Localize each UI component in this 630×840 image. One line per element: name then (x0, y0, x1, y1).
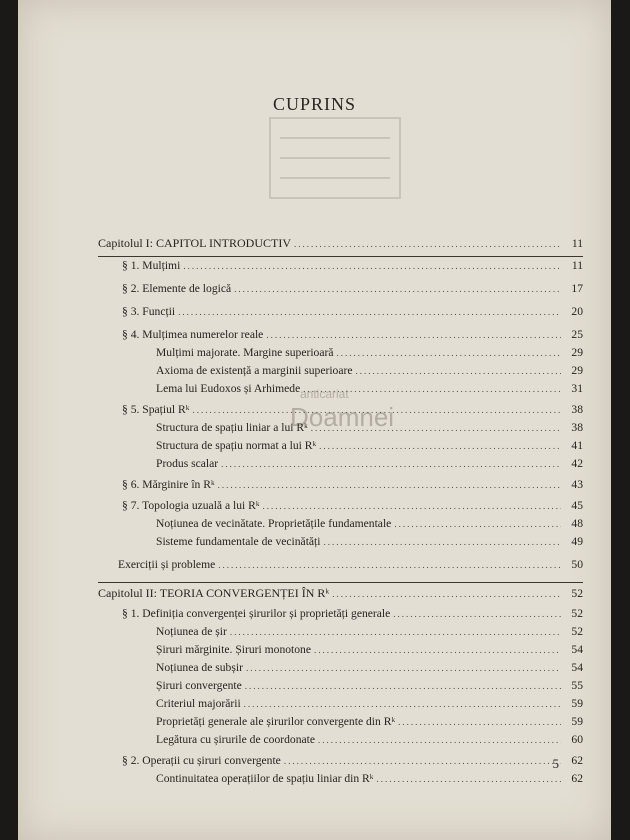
toc-entry-page: 43 (571, 478, 583, 491)
toc-entry-label: § 7. Topologia uzuală a lui Rᵏ (122, 499, 260, 512)
toc-entry-label: Sisteme fundamentale de vecinătăți (156, 535, 321, 548)
toc-entry-label: Structura de spațiu normat a lui Rᵏ (156, 439, 317, 452)
toc-entry-page: 29 (571, 346, 583, 359)
toc-entry-page: 54 (571, 661, 583, 674)
toc-entry-c1s1 (122, 258, 583, 274)
toc-leader-dots (319, 438, 561, 454)
toc-entry-c2s1c (156, 660, 583, 676)
toc-entry-label: Structura de spațiu liniar a lui Rᵏ (156, 421, 308, 434)
toc-leader-dots (311, 420, 561, 436)
toc-entry-label: Mulțimi majorate. Margine superioară (156, 346, 334, 359)
toc-entry-page: 45 (571, 499, 583, 512)
toc-leader-dots (234, 281, 561, 297)
toc-entry-label: Exerciții și probleme (118, 558, 216, 571)
toc-leader-dots (263, 498, 561, 514)
toc-entry-c1s4 (122, 327, 583, 343)
toc-entry-c1s3 (122, 304, 583, 320)
toc-entry-c2s2 (122, 753, 583, 769)
toc-entry-page: 55 (571, 679, 583, 692)
toc-entry-page: 54 (571, 643, 583, 656)
toc-entry-label: Noțiunea de șir (156, 625, 227, 638)
toc-entry-page: 29 (571, 364, 583, 377)
toc-entry-page: 59 (571, 715, 583, 728)
toc-entry-label: § 3. Funcții (122, 305, 176, 318)
toc-entry-label: Noțiunea de vecinătate. Proprietățile fundamentale (156, 517, 392, 530)
toc-leader-dots (398, 714, 561, 730)
toc-entry-page: 20 (571, 305, 583, 318)
toc-leader-dots (393, 606, 561, 622)
watermark-line-1: anticariat (300, 387, 349, 401)
toc-entry-c1s7a (156, 516, 583, 532)
toc-entry-label: Lema lui Eudoxos și Arhimede (156, 382, 301, 395)
toc-entry-c1s4a (156, 345, 583, 361)
toc-entry-c1s4c (156, 381, 583, 397)
toc-entry-label: Șiruri convergente (156, 679, 242, 692)
toc-entry-page: 17 (571, 282, 583, 295)
toc-entry-page: 62 (571, 754, 583, 767)
toc-entry-c1s5b (156, 438, 583, 454)
toc-entry-label: § 4. Mulțimea numerelor reale (122, 328, 264, 341)
toc-entry-label: § 2. Operații cu șiruri convergente (122, 754, 281, 767)
toc-entry-page: 31 (571, 382, 583, 395)
page-number: 5 (552, 756, 559, 771)
toc-entry-page: 60 (571, 733, 583, 746)
toc-entry-c2s1a (156, 624, 583, 640)
toc-leader-dots (337, 345, 561, 361)
toc-leader-dots (376, 771, 561, 787)
toc-leader-dots (284, 753, 561, 769)
table-of-contents (18, 0, 611, 840)
toc-entry-c2s1e (156, 696, 583, 712)
book-page (18, 0, 611, 840)
toc-leader-dots (356, 363, 562, 379)
toc-entry-cap1 (98, 235, 583, 251)
toc-entry-label: Proprietăți generale ale șirurilor convergente din Rᵏ (156, 715, 396, 728)
toc-entry-c1ex (118, 557, 583, 573)
toc-leader-dots (183, 258, 561, 274)
toc-leader-dots (394, 516, 561, 532)
toc-entry-label: § 2. Elemente de logică (122, 282, 232, 295)
toc-entry-page: 48 (571, 517, 583, 530)
toc-entry-c2s2a (156, 771, 583, 787)
watermark-line-2: Doamnei (290, 402, 395, 432)
toc-entry-label: § 6. Mărginire în Rᵏ (122, 478, 215, 491)
toc-entry-label: Capitolul II: TEORIA CONVERGENȚEI ÎN Rᵏ (98, 586, 330, 600)
toc-leader-dots (192, 402, 561, 418)
toc-leader-dots (246, 660, 561, 676)
toc-leader-dots (324, 534, 561, 550)
toc-entry-c2s1 (122, 606, 583, 622)
chapter-divider (98, 582, 583, 583)
toc-leader-dots (266, 327, 561, 343)
toc-entry-page: 11 (571, 237, 583, 250)
toc-entry-label: § 1. Mulțimi (122, 259, 181, 272)
toc-entry-c1s6 (122, 477, 583, 493)
toc-entry-c2s1f (156, 714, 583, 730)
toc-entry-c1s5a (156, 420, 583, 436)
chapter-divider (98, 256, 583, 257)
toc-entry-page: 41 (571, 439, 583, 452)
toc-entry-c1s5c (156, 456, 583, 472)
toc-entry-label: Produs scalar (156, 457, 219, 470)
toc-leader-dots (318, 732, 561, 748)
toc-leader-dots (218, 477, 561, 493)
page-title: CUPRINS (272, 94, 357, 114)
toc-leader-dots (221, 456, 561, 472)
toc-leader-dots (332, 586, 561, 602)
toc-entry-c2s1d (156, 678, 583, 694)
toc-entry-c1s7 (122, 498, 583, 514)
toc-entry-cap2 (98, 585, 583, 601)
toc-entry-page: 62 (571, 772, 583, 785)
toc-entry-page: 52 (571, 607, 583, 620)
toc-entry-c2s1g (156, 732, 583, 748)
toc-entry-label: Șiruri mărginite. Șiruri monotone (156, 643, 311, 656)
toc-entry-label: § 1. Definiția convergenței șirurilor și proprietăți generale (122, 607, 391, 620)
toc-entry-c1s7b (156, 534, 583, 550)
toc-leader-dots (245, 678, 561, 694)
toc-entry-c1s4b (156, 363, 583, 379)
toc-leader-dots (314, 642, 561, 658)
toc-entry-label: § 5. Spațiul Rᵏ (122, 403, 190, 416)
toc-entry-label: Continuitatea operațiilor de spațiu liniar din Rᵏ (156, 772, 374, 785)
toc-entry-page: 59 (571, 697, 583, 710)
toc-entry-label: Axioma de existență a marginii superioare (156, 364, 353, 377)
toc-leader-dots (303, 381, 561, 397)
toc-entry-page: 42 (571, 457, 583, 470)
toc-entry-page: 11 (571, 259, 583, 272)
toc-entry-label: Criteriul majorării (156, 697, 241, 710)
toc-leader-dots (294, 236, 561, 252)
toc-entry-c1s5 (122, 402, 583, 418)
toc-entry-page: 49 (571, 535, 583, 548)
toc-entry-page: 25 (571, 328, 583, 341)
toc-entry-page: 52 (571, 587, 583, 600)
toc-entry-c1s2 (122, 281, 583, 297)
toc-entry-page: 38 (571, 403, 583, 416)
toc-entry-c2s1b (156, 642, 583, 658)
toc-leader-dots (178, 304, 561, 320)
toc-entry-page: 52 (571, 625, 583, 638)
toc-entry-page: 38 (571, 421, 583, 434)
toc-leader-dots (218, 557, 561, 573)
toc-entry-page: 50 (571, 558, 583, 571)
toc-leader-dots (244, 696, 561, 712)
toc-entry-label: Capitolul I: CAPITOL INTRODUCTIV (98, 236, 291, 250)
toc-entry-label: Legătura cu șirurile de coordonate (156, 733, 316, 746)
toc-leader-dots (230, 624, 561, 640)
toc-entry-label: Noțiunea de subșir (156, 661, 243, 674)
